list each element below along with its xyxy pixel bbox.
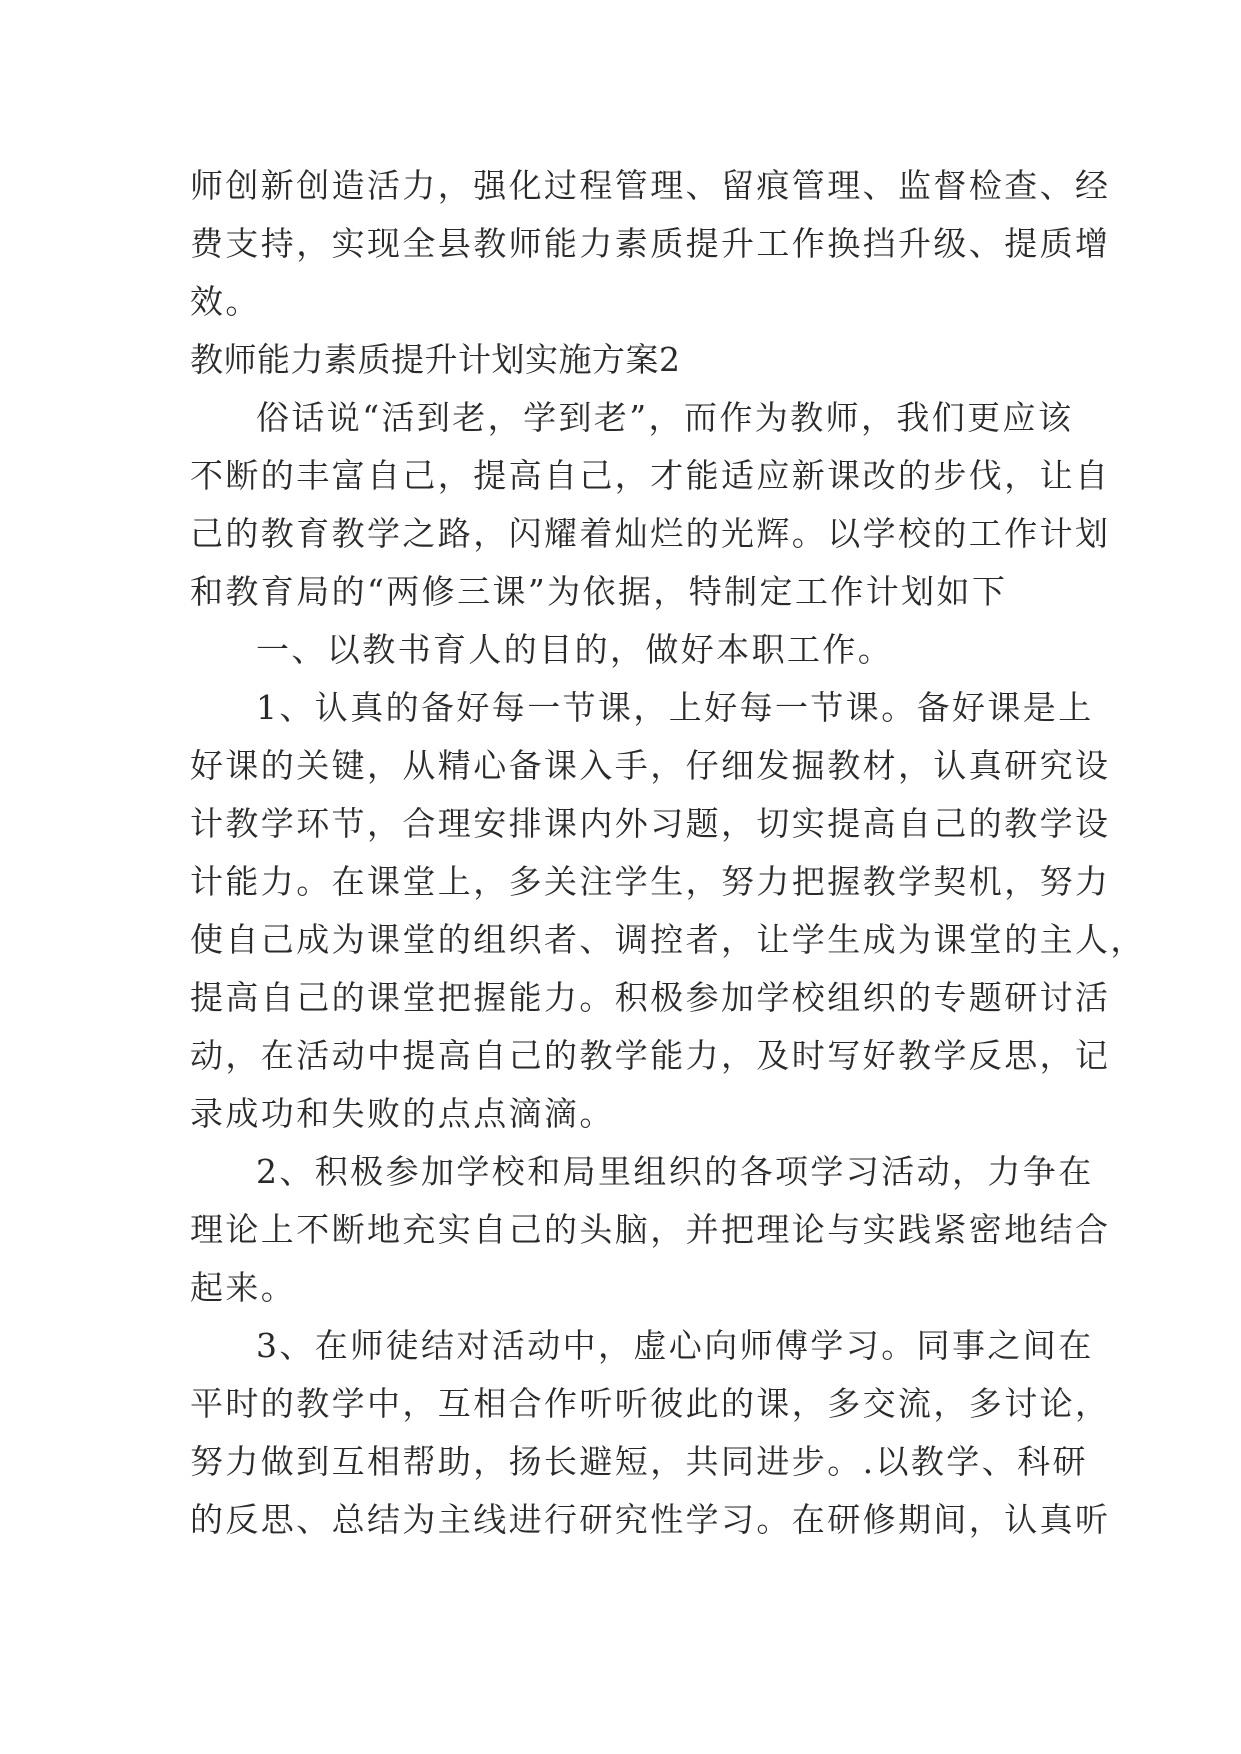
text-line: 计能力。在课堂上，多关注学生，努力把握教学契机，努力: [190, 862, 1111, 901]
text-line: 努力做到互相帮助，扬长避短，共同进步。.以教学、科研: [190, 1442, 1088, 1481]
text-line: 平时的教学中，互相合作听听彼此的课，多交流，多讨论，: [190, 1384, 1111, 1423]
paragraph-first-line: 1、认真的备好每一节课，上好每一节课。备好课是上: [256, 688, 1094, 727]
text-line: 己的教育教学之路，闪耀着灿烂的光辉。以学校的工作计划: [190, 514, 1111, 553]
text-line: 好课的关键，从精心备课入手，仔细发掘教材，认真研究设: [190, 746, 1111, 785]
section-heading: 教师能力素质提升计划实施方案2: [190, 340, 681, 379]
paragraph-first-line: 俗话说“活到老，学到老”，而作为教师，我们更应该: [256, 398, 1074, 437]
text-line: 理论上不断地充实自己的头脑，并把理论与实践紧密地结合: [190, 1210, 1111, 1249]
text-line: 不断的丰富自己，提高自己，才能适应新课改的步伐，让自: [190, 456, 1111, 495]
paragraph-first-line: 2、积极参加学校和局里组织的各项学习活动，力争在: [256, 1152, 1094, 1191]
text-line: 费支持，实现全县教师能力素质提升工作换挡升级、提质增: [190, 224, 1111, 263]
text-line: 起来。: [190, 1268, 297, 1307]
text-line: 效。: [190, 282, 261, 321]
text-line: 提高自己的课堂把握能力。积极参加学校组织的专题研讨活: [190, 978, 1111, 1017]
text-line: 动，在活动中提高自己的教学能力，及时写好教学反思，记: [190, 1036, 1111, 1075]
text-line: 和教育局的“两修三课”为依据，特制定工作计划如下: [190, 572, 1008, 611]
text-line: 的反思、总结为主线进行研究性学习。在研修期间，认真听: [190, 1500, 1111, 1539]
text-line: 计教学环节，合理安排课内外习题，切实提高自己的教学设: [190, 804, 1111, 843]
paragraph-first-line: 3、在师徒结对活动中，虚心向师傅学习。同事之间在: [256, 1326, 1094, 1365]
text-line: 师创新创造活力，强化过程管理、留痕管理、监督检查、经: [190, 166, 1111, 205]
text-line: 录成功和失败的点点滴滴。: [190, 1094, 615, 1133]
paragraph-first-line: 一、以教书育人的目的，做好本职工作。: [256, 630, 894, 669]
text-line: 使自己成为课堂的组织者、调控者，让学生成为课堂的主人，: [190, 920, 1146, 959]
